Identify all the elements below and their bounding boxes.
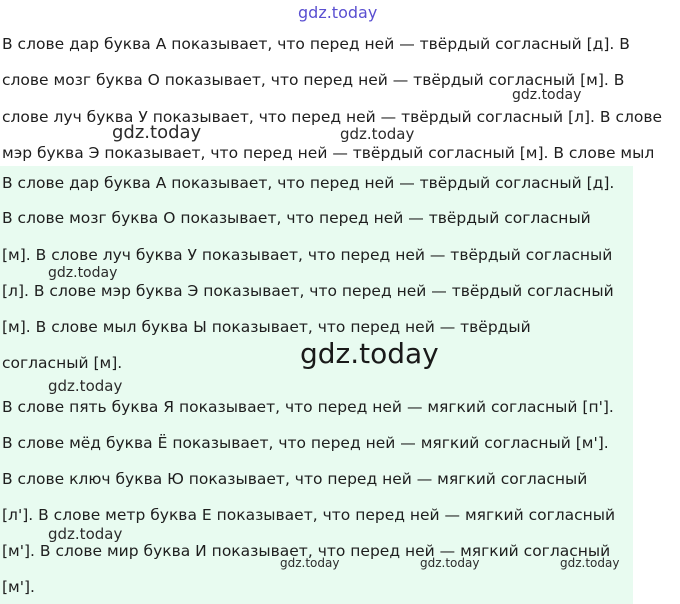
watermark: gdz.today xyxy=(112,122,202,143)
soft-block-line-4: [л']. В слове метр буква Е показывает, что перед ней — мягкий согласный xyxy=(2,506,616,524)
watermark: gdz.today xyxy=(48,377,123,395)
soft-block-line-2: В слове мёд буква Ё показывает, что перед ней — мягкий согласный [м']. xyxy=(2,434,609,452)
watermark-large: gdz.today xyxy=(300,337,439,370)
hard-block-line-6: согласный [м]. xyxy=(2,354,123,372)
hard-block-line-2: В слове мозг буква О показывает, что перед ней — твёрдый согласный xyxy=(2,209,591,227)
soft-block-line-6: [м']. xyxy=(2,578,35,596)
watermark: gdz.today xyxy=(48,525,123,543)
hard-block-line-1: В слове дар буква А показывает, что перед ней — твёрдый согласный [д]. xyxy=(2,174,615,192)
paragraph-top-line-1: В слове дар буква А показывает, что перед ней — твёрдый согласный [д]. В xyxy=(2,35,630,53)
watermark: gdz.today xyxy=(48,265,118,281)
watermark-small: gdz.today xyxy=(280,556,340,570)
watermark: gdz.today xyxy=(512,87,582,103)
watermark-small: gdz.today xyxy=(560,556,620,570)
hard-block-line-5: [м]. В слове мыл буква Ы показывает, что перед ней — твёрдый xyxy=(2,318,531,336)
watermark: gdz.today xyxy=(340,125,415,143)
hard-block-line-3: [м]. В слове луч буква У показывает, что перед ней — твёрдый согласный xyxy=(2,246,613,264)
soft-block-line-3: В слове ключ буква Ю показывает, что перед ней — мягкий согласный xyxy=(2,470,588,488)
paragraph-top-line-4: мэр буква Э показывает, что перед ней — твёрдый согласный [м]. В слове мыл xyxy=(2,144,655,162)
paragraph-top-line-2: слове мозг буква О показывает, что перед ней — твёрдый согласный [м]. В xyxy=(2,71,625,89)
watermark-header: gdz.today xyxy=(298,3,378,22)
paragraph-top-line-3: слове луч буква У показывает, что перед ней — твёрдый согласный [л]. В слове xyxy=(2,108,663,126)
hard-block-line-4: [л]. В слове мэр буква Э показывает, что перед ней — твёрдый согласный xyxy=(2,282,614,300)
watermark-small: gdz.today xyxy=(420,556,480,570)
soft-block-line-5: [м']. В слове мир буква И показывает, что перед ней — мягкий согласный xyxy=(2,542,611,560)
soft-block-line-1: В слове пять буква Я показывает, что перед ней — мягкий согласный [п']. xyxy=(2,398,614,416)
